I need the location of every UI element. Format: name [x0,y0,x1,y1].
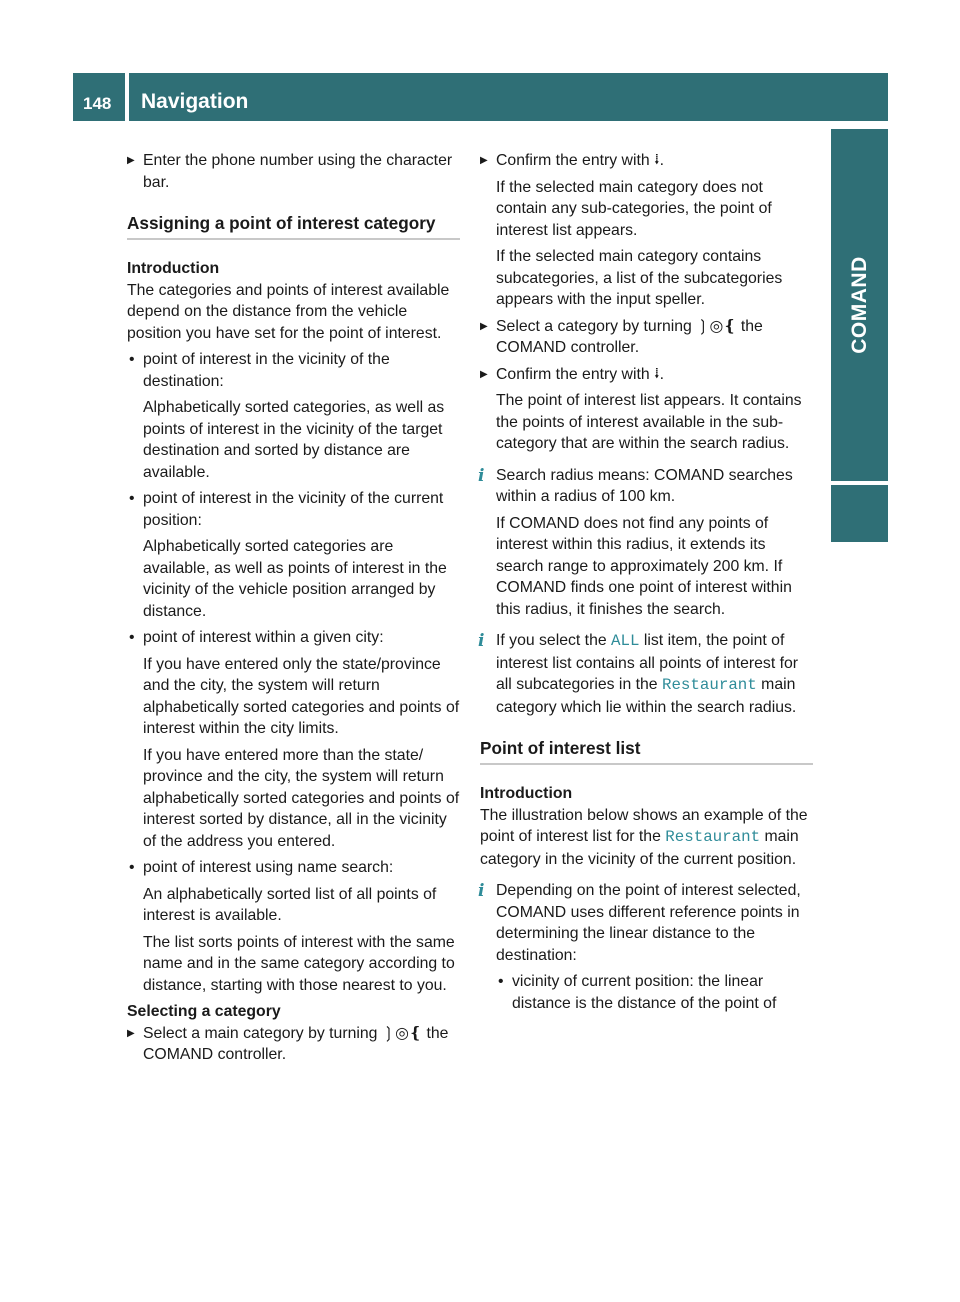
bullet-dot-icon: • [129,629,135,646]
info-text: If you select the ALL list item, the point of interest list contains all points of interest for all subcategories in the Restaurant main category which lie within the search radius. [496,632,799,716]
left-column [127,150,460,1071]
bullet-destination [127,349,460,483]
step-arrow-icon: ▶ [127,155,135,166]
info-search-radius [480,465,813,621]
menu-item-restaurant: Restaurant [661,676,757,694]
bullet-label: point of interest in the vicinity of the destination: [143,351,390,390]
info-reference-points [480,880,813,1014]
bullet-dot-icon: • [498,973,504,990]
info-text: Depending on the point of interest selected, COMAND uses different reference points in determining the linear distance to the destination: [496,882,801,964]
bullet-text: An alphabetically sorted list of all points of interest is available. [143,885,437,924]
poi-intro-text: The illustration below shows an example of the point of interest list for the Restaurant main category in the vicinity of the current position. [480,806,808,868]
controller-press-icon: ⭭ [654,365,660,383]
bullet-dot-icon: • [129,490,135,507]
bullet-label: point of interest within a given city: [143,629,384,646]
bullet-text: If you have entered only the state/province and the city, the system will return alphabetically sorted categories and points of interest within the city limits. [143,655,460,737]
right-column [480,150,813,1019]
info-all-item [480,630,813,718]
controller-press-icon: ⭭ [654,152,660,169]
step-text: If the selected main category does not contain any sub-categories, the point of interest list appears. [496,178,772,239]
bullet-text: If you have entered more than the state/ province and the city, the system will return alphabetically sorted categories and points of interest sorted by distance, all in the vicinity of the address you entered. [143,746,460,850]
page-number: 148 [83,94,112,113]
step-arrow-icon: ▶ [127,1027,135,1039]
step-confirm-main [480,150,813,311]
info-text: Search radius means: COMAND searches within a radius of 100 km. [496,466,793,505]
menu-item-restaurant: Restaurant [665,828,761,846]
step-text: If the selected main category contains subcategories, a list of the subcategories appears with the input speller. [496,248,783,308]
bullet-text: vicinity of current position: the linear distance is the distance of the point of [512,973,777,1012]
select-category-heading: Selecting a category [127,1003,281,1020]
bullet-text: Alphabetically sorted categories, as well as points of interest in the vicinity of the target destination and sorted by distance are available. [143,399,445,481]
bullet-name-search [127,857,460,996]
bullet-current-position-distance [496,971,813,1014]
side-tab-label-wrap [831,129,888,481]
bullet-label: point of interest using name search: [143,859,394,876]
step-text: Select a main category by turning ❳◎❴ the COMAND controller. [143,1024,449,1063]
poi-intro-heading: Introduction [480,785,573,802]
info-text: If COMAND does not find any points of interest within this radius, it extends its search range to approximately 200 km. If COMAND finds one point of interest within this radius, it finishes the search. [496,514,792,618]
info-icon: i [478,631,485,651]
bullet-label: point of interest in the vicinity of the current position: [143,490,444,529]
side-tab-label: COMAND [847,256,871,354]
step-enter-phone [127,150,460,193]
step-arrow-icon: ▶ [480,320,488,332]
bullet-dot-icon: • [129,859,135,876]
chapter-title: Navigation [141,90,249,113]
bullet-dot-icon: • [129,351,135,368]
step-text: Select a category by turning ❳◎❴ the COMAND controller. [496,317,763,356]
step-text: Confirm the entry with ⭭. [496,152,664,169]
step-text: Enter the phone number using the character bar. [143,152,453,191]
step-arrow-icon: ▶ [480,368,488,380]
intro-heading: Introduction [127,260,220,277]
poi-list-heading: Point of interest list [480,723,813,765]
bullet-text: The list sorts points of interest with the same name and in the same category according to distance, starting with those nearest to you. [143,933,455,994]
section-heading: Assigning a point of interest category [127,198,460,240]
menu-item-all: ALL [611,632,640,650]
intro-text: The categories and points of interest available depend on the distance from the vehicle position you have set for the point of interest. [127,281,450,342]
step-text: Confirm the entry with ⭭. [496,365,664,383]
info-icon: i [478,465,485,486]
info-icon: i [478,881,485,901]
bullet-city [127,627,460,852]
step-select-main-category [127,1023,460,1066]
side-tab-square [831,485,888,542]
step-text: The point of interest list appears. It contains the points of interest available in the sub-category that are within the search radius. [496,392,802,452]
bullet-text: Alphabetically sorted categories are available, as well as points of interest in the vicinity of the vehicle position arranged by distance. [143,538,447,620]
bullet-current-position [127,488,460,622]
controller-turn-icon: ❳◎❴ [381,1024,423,1042]
step-arrow-icon: ▶ [480,155,488,166]
step-confirm-sub [480,364,813,455]
step-select-category [480,316,813,359]
controller-turn-icon: ❳◎❴ [696,317,737,335]
